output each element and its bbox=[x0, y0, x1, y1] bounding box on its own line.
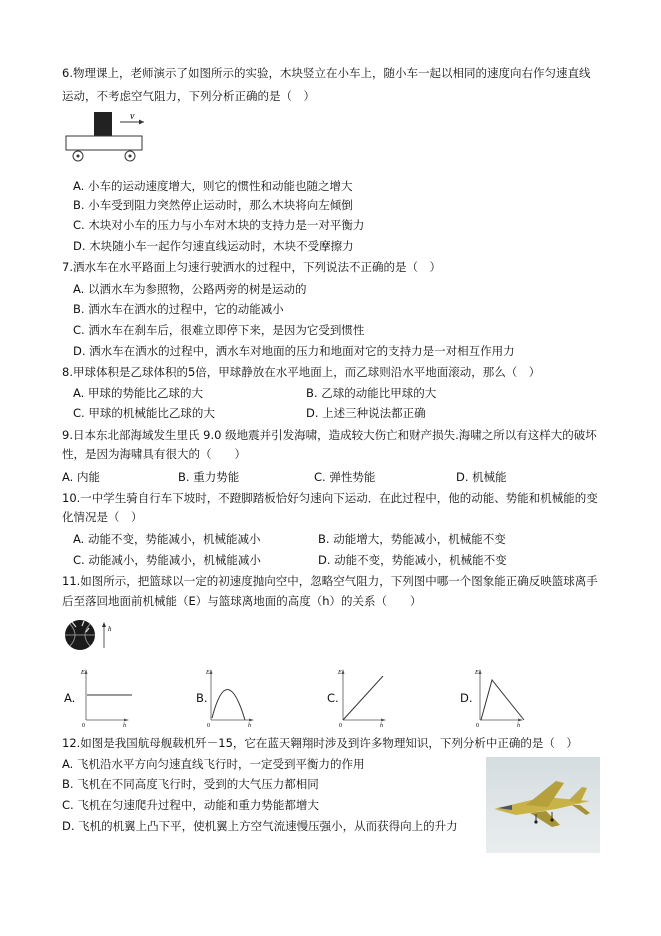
graph-a-origin: 0 bbox=[82, 723, 85, 728]
q7-option-a: A. 以洒水车为参照物，公路两旁的树是运动的 bbox=[73, 282, 307, 296]
cart-body bbox=[66, 136, 142, 150]
wood-block bbox=[94, 112, 112, 136]
q12-option-c: C. 飞机在匀速爬升过程中，动能和重力势能都增大 bbox=[62, 798, 319, 812]
q10-stem-line2: 化情况是（ ） bbox=[62, 510, 143, 524]
q10-option-b: B. 动能增大，势能减小，机械能不变 bbox=[318, 532, 506, 546]
graph-b-x-label: h bbox=[248, 723, 251, 728]
q6-stem-line1: 6.物理课上，老师演示了如图所示的实验，木块竖立在小车上，随小车一起以相同的速度向右作匀速直线 bbox=[62, 66, 591, 80]
q6-option-c: C. 木块对小车的压力与小车对木块的支持力是一对平衡力 bbox=[73, 218, 365, 232]
q8-stem: 8.甲球体积是乙球体积的5倍，甲球静放在水平地面上，而乙球则沿水平地面滚动，那么（ ） bbox=[62, 365, 541, 379]
q9-option-c: C. 弹性势能 bbox=[314, 470, 376, 484]
q9-option-d: D. 机械能 bbox=[456, 470, 507, 484]
graph-d-curve bbox=[481, 680, 524, 720]
q10-stem-line1: 10.一中学生骑自行车下坡时，不蹬脚踏板恰好匀速向下运动．在此过程中，他的动能、势能和机械能的变 bbox=[62, 491, 598, 505]
graph-d-y-label: E bbox=[475, 670, 479, 676]
graph-d-label: D. bbox=[460, 691, 473, 705]
q8-option-b: B. 乙球的动能比甲球的大 bbox=[306, 386, 437, 400]
q6-option-b: B. 小车受到阻力突然停止运动时，那么木块将向左倾倒 bbox=[73, 198, 353, 212]
graph-b-y-label: E bbox=[206, 670, 210, 676]
graph-a-y-label: E bbox=[81, 670, 85, 676]
graph-c-curve bbox=[343, 676, 383, 720]
q8-option-a: A. 甲球的势能比乙球的大 bbox=[73, 386, 203, 400]
q12-stem: 12.如图是我国航母舰载机歼－15，它在蓝天翱翔时涉及到许多物理知识，下列分析中正确的是（ ） bbox=[62, 736, 578, 750]
q10-option-a: A. 动能不变，势能减小，机械能减小 bbox=[73, 532, 261, 546]
q12-option-d: D. 飞机的机翼上凸下平，使机翼上方空气流速慢压强小，从而获得向上的升力 bbox=[62, 819, 458, 833]
height-label: h bbox=[108, 625, 112, 633]
q11-stem-line2: 后至落回地面前机械能（E）与篮球离地面的高度（h）的关系（ ） bbox=[62, 594, 422, 608]
q10-option-c: C. 动能减小，势能减小，机械能减小 bbox=[73, 553, 261, 567]
cart-block-figure bbox=[64, 110, 148, 166]
graph-c bbox=[337, 666, 437, 728]
q9-stem-line1: 9.日本东北部海域发生里氏 9.0 级地震并引发海啸，造成较大伤亡和财产损失.海啸之所以有这样大的破坏 bbox=[62, 428, 597, 442]
q6-option-d: D. 木块随小车一起作匀速直线运动时，木块不受摩擦力 bbox=[73, 239, 354, 253]
q11-stem-line1: 11.如图所示，把篮球以一定的初速度抛向空中，忽略空气阻力，下列图中哪一个图象能正确反映篮球离手 bbox=[62, 574, 598, 588]
q12-option-a: A. 飞机沿水平方向匀速直线飞行时，一定受到平衡力的作用 bbox=[62, 757, 365, 771]
graph-d-x-label: h bbox=[517, 723, 520, 728]
graph-b bbox=[205, 666, 305, 728]
graph-b-label: B. bbox=[196, 691, 208, 705]
basketball-figure bbox=[62, 618, 122, 652]
graph-b-curve bbox=[212, 689, 245, 720]
graph-b-origin: 0 bbox=[207, 723, 210, 728]
velocity-label: v bbox=[130, 111, 135, 122]
graph-c-label: C. bbox=[327, 691, 339, 705]
q6-stem-line2: 运动，不考虑空气阻力，下列分析正确的是（ ） bbox=[62, 89, 315, 103]
q6-option-a: A. 小车的运动速度增大，则它的惯性和动能也随之增大 bbox=[73, 179, 353, 193]
q7-option-c: C. 洒水车在刹车后，很难立即停下来，是因为它受到惯性 bbox=[73, 323, 365, 337]
graph-a-label: A. bbox=[64, 691, 76, 705]
graph-c-x-label: h bbox=[380, 723, 383, 728]
graph-a-x-label: h bbox=[123, 723, 126, 728]
q9-option-b: B. 重力势能 bbox=[178, 470, 240, 484]
q8-option-d: D. 上述三种说法都正确 bbox=[306, 406, 426, 420]
q7-option-d: D. 洒水车在洒水的过程中，洒水车对地面的压力和地面对它的支持力是一对相互作用力 bbox=[73, 344, 515, 358]
q8-option-c: C. 甲球的机械能比乙球的大 bbox=[73, 406, 215, 420]
graph-d bbox=[474, 666, 574, 728]
q9-stem-line2: 性，是因为海啸具有很大的（ ） bbox=[62, 447, 246, 461]
q9-option-a: A. 内能 bbox=[62, 470, 100, 484]
q7-option-b: B. 洒水车在洒水的过程中，它的动能减小 bbox=[73, 302, 284, 316]
q7-stem: 7.洒水车在水平路面上匀速行驶洒水的过程中，下列说法不正确的是（ ） bbox=[62, 260, 441, 274]
fighter-jet-photo bbox=[486, 757, 600, 853]
graph-c-y-label: E bbox=[338, 670, 342, 676]
graph-c-origin: 0 bbox=[339, 723, 342, 728]
q12-option-b: B. 飞机在不同高度飞行时，受到的大气压力都相同 bbox=[62, 777, 319, 791]
graph-a bbox=[80, 666, 180, 728]
q10-option-d: D. 动能不变，势能减小，机械能不变 bbox=[318, 553, 507, 567]
graph-d-origin: 0 bbox=[476, 723, 479, 728]
